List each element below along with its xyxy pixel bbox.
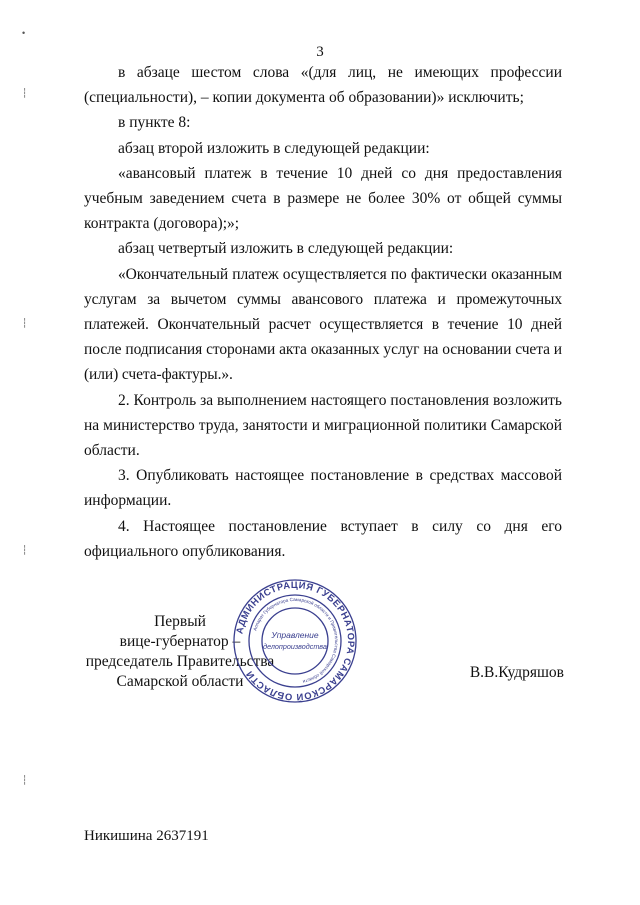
paragraph-3: абзац второй изложить в следующей редакции: — [118, 139, 430, 157]
paragraph-4: «авансовый платеж в течение 10 дней со дня предоставления учебным заведением счета в размере не более 30% от общей суммы контракта (договора);»; — [84, 164, 562, 233]
paragraph-6: «Окончательный платеж осуществляется по фактически оказанным услугам за вычетом суммы авансового платежа и промежуточных платежей. Окончательный расчет осуществляется в течение 10 дней после подписания сторонами акта оказанных услуг на основании счета и (или) счета-фактуры.». — [84, 265, 562, 384]
executor-footer: Никишина 2637191 — [84, 828, 209, 844]
paragraph-9: 4. Настоящее постановление вступает в силу со дня его официального опубликования. — [84, 517, 562, 560]
stamp-inner-ring — [262, 608, 328, 674]
signatory-name: В.В.Кудряшов — [469, 664, 564, 681]
paragraph-7: 2. Контроль за выполнением настоящего постановления возложить на министерство труда, занятости и миграционной политики Самарской области. — [84, 391, 562, 460]
punch-mark: ┆ — [22, 775, 28, 785]
stamp-outer-text: АДМИНИСТРАЦИЯ ГУБЕРНАТОРА САМАРСКОЙ ОБЛАСТИ — [233, 578, 358, 704]
position-line: председатель Правительства — [85, 653, 275, 670]
paragraph-1: в абзаце шестом слова «(для лиц, не имеющих профессии (специальности), – копии документа об образовании)» исключить; — [84, 64, 562, 107]
scan-mark: • — [22, 28, 26, 38]
paragraph-5: абзац четвертый изложить в следующей редакции: — [118, 240, 454, 258]
position-line: вице-губернатор – — [119, 633, 241, 650]
paragraph-2: в пункте 8: — [118, 114, 191, 132]
position-line: Первый — [154, 613, 206, 630]
punch-mark: ┆ — [22, 88, 28, 98]
official-stamp — [232, 578, 358, 704]
document-body — [84, 60, 562, 564]
stamp-center-line1: Управление — [271, 630, 319, 640]
punch-mark: ┆ — [22, 318, 28, 328]
paragraph-8: 3. Опубликовать настоящее постановление в средствах массовой информации. — [84, 467, 562, 510]
punch-mark: ┆ — [22, 545, 28, 555]
stamp-center-line2: делопроизводства — [263, 642, 327, 651]
position-line: Самарской области — [116, 673, 244, 690]
page-number: 3 — [316, 44, 324, 60]
stamp-inner-text: Аппарат Губернатора Самарской области и Правительства Самарской области — [252, 596, 340, 685]
stamp-middle-ring — [249, 595, 341, 687]
